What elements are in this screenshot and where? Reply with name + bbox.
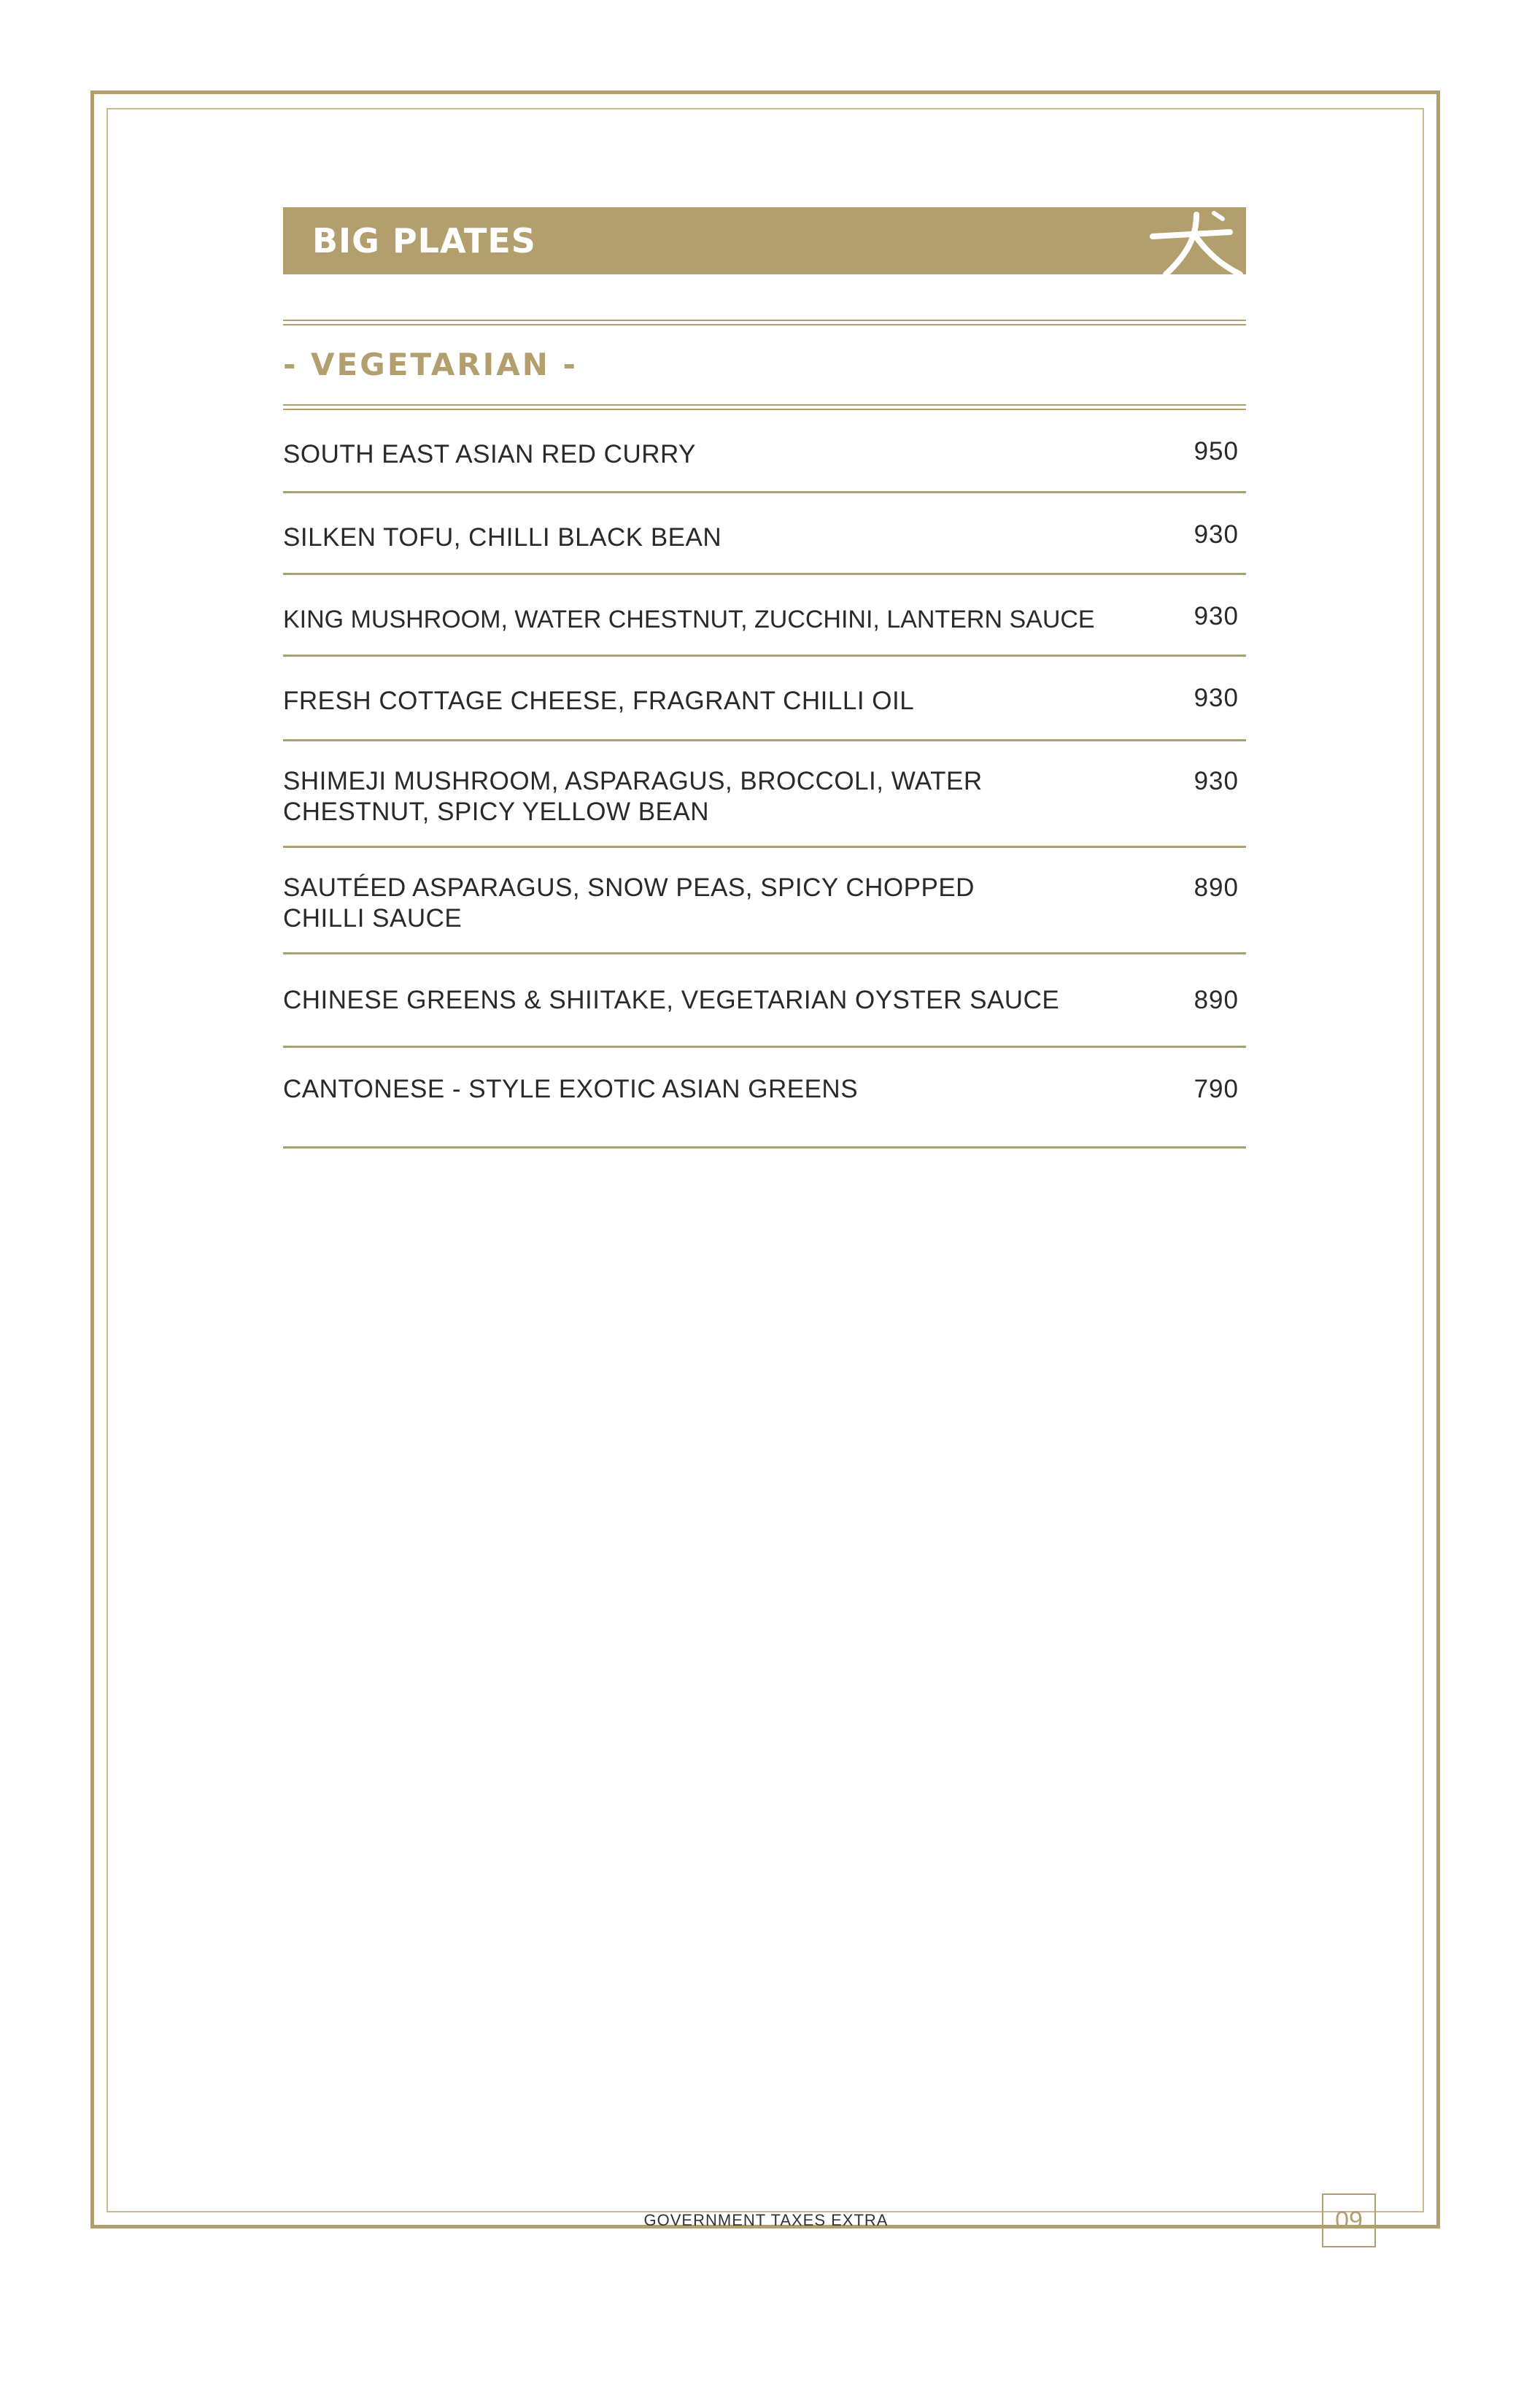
section-banner	[283, 207, 1246, 274]
menu-item-name: FRESH COTTAGE CHEESE, FRAGRANT CHILLI OIL	[283, 687, 915, 715]
divider-double-top	[283, 320, 1246, 325]
divider-double-bottom	[283, 404, 1246, 410]
section-heading-vegetarian: - VEGETARIAN -	[283, 347, 578, 382]
banner-title: BIG PLATES	[312, 221, 536, 261]
menu-item	[283, 848, 1246, 954]
menu-item-name: KING MUSHROOM, WATER CHESTNUT, ZUCCHINI, LANTERN SAUCE	[283, 606, 1095, 633]
menu-item-price: 930	[1194, 684, 1239, 712]
menu-item	[283, 493, 1246, 575]
menu-item-name: SOUTH EAST ASIAN RED CURRY	[283, 440, 696, 468]
page-number: 09	[1322, 2193, 1376, 2247]
footer-taxes-note: GOVERNMENT TAXES EXTRA	[643, 2211, 889, 2229]
menu-item-price: 930	[1194, 767, 1239, 795]
menu-item-price: 930	[1194, 520, 1239, 549]
menu-item	[283, 575, 1246, 657]
menu-item-name: SAUTÉED ASPARAGUS, SNOW PEAS, SPICY CHOPPED CHILLI SAUCE	[283, 873, 975, 933]
menu-item	[283, 954, 1246, 1048]
menu-item	[283, 657, 1246, 741]
menu-item-price: 930	[1194, 602, 1239, 630]
menu-item-price: 890	[1194, 873, 1239, 902]
menu-item-name: SHIMEJI MUSHROOM, ASPARAGUS, BROCCOLI, WATER CHESTNUT, SPICY YELLOW BEAN	[283, 767, 983, 826]
menu-item-name: CANTONESE - STYLE EXOTIC ASIAN GREENS	[283, 1075, 859, 1103]
menu-content	[283, 207, 1246, 1149]
chinese-character-da-icon	[1144, 207, 1246, 274]
menu-item	[283, 410, 1246, 493]
menu-item-price: 950	[1194, 437, 1239, 466]
menu-item-price: 790	[1194, 1075, 1239, 1103]
menu-item-price: 890	[1194, 986, 1239, 1014]
menu-item	[283, 741, 1246, 848]
menu-item-name: SILKEN TOFU, CHILLI BLACK BEAN	[283, 523, 722, 552]
menu-item-name: CHINESE GREENS & SHIITAKE, VEGETARIAN OYSTER SAUCE	[283, 986, 1060, 1014]
menu-item	[283, 1048, 1246, 1149]
